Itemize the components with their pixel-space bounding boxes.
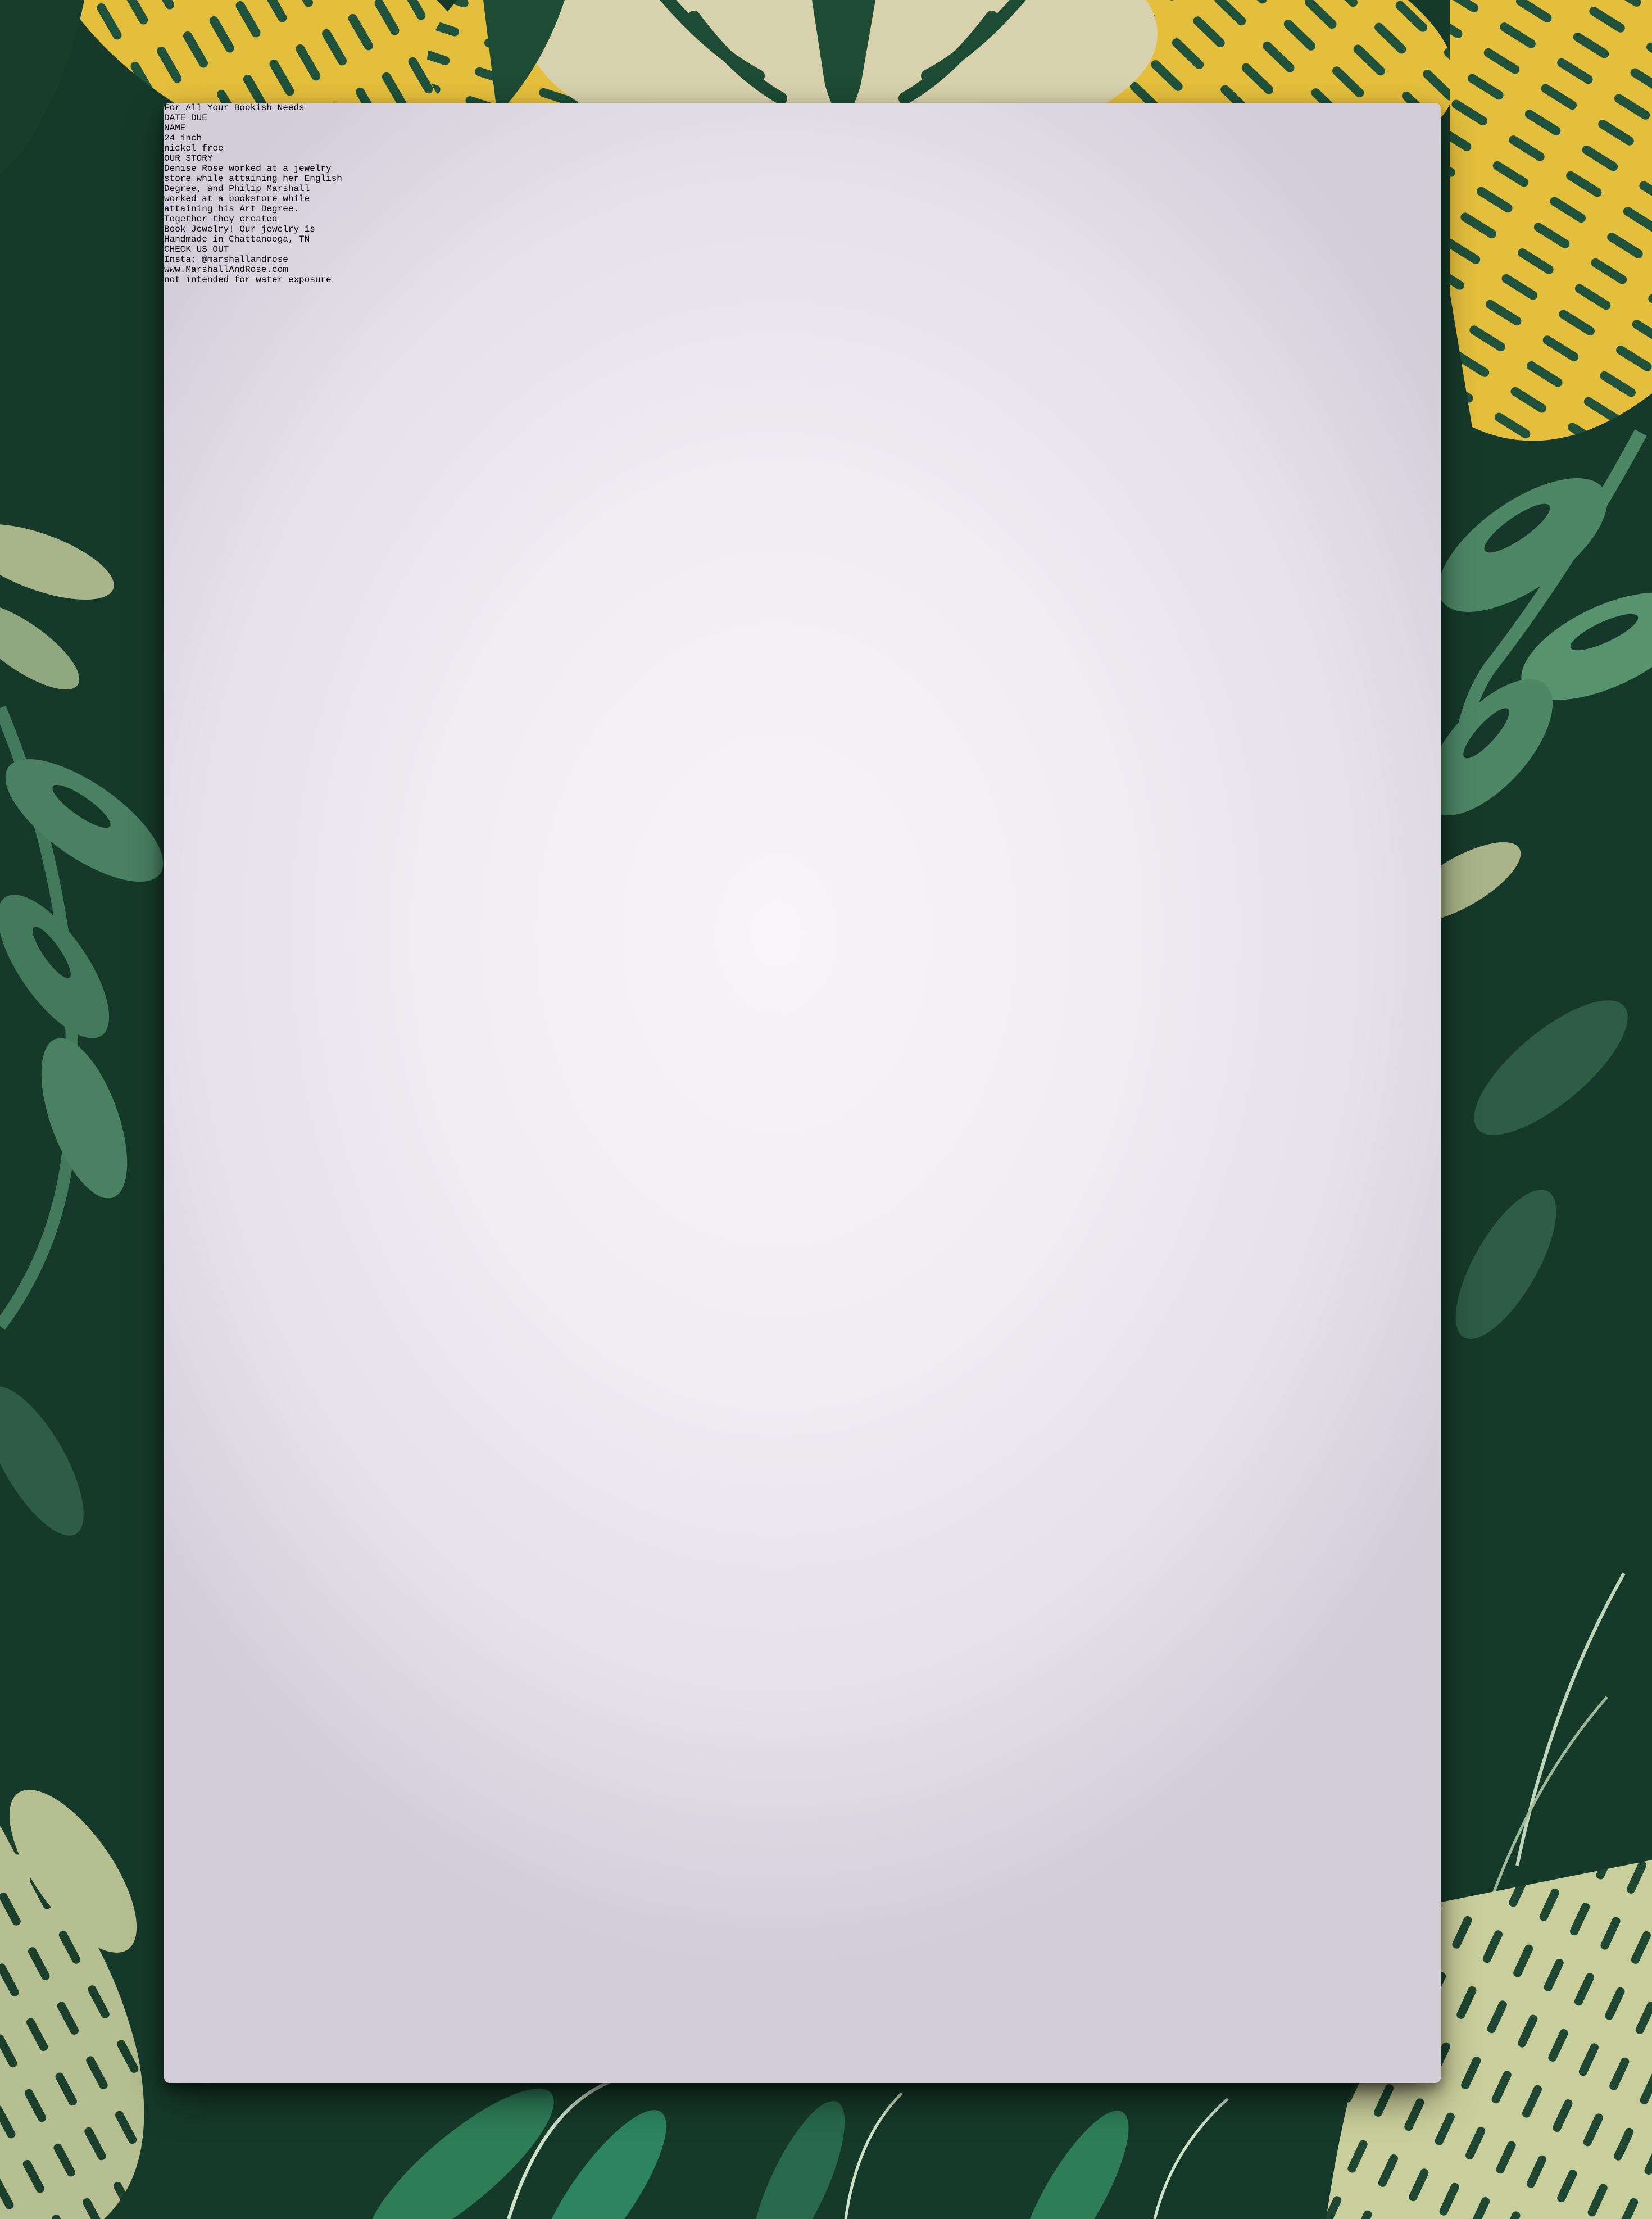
- card-row-story-7: Book Jewelry! Our jewelry is: [164, 224, 315, 234]
- header-name: NAME: [164, 123, 186, 133]
- rule-line: [185, 632, 1416, 637]
- rule-line: [185, 1236, 1416, 1241]
- card-row-our-story: OUR STORY: [164, 153, 213, 164]
- card-row-story-8: Handmade in Chattanooga, TN: [164, 234, 310, 244]
- card-row-story-4: worked at a bookstore while: [164, 194, 310, 204]
- rule-line: [185, 521, 1416, 526]
- rule-line: [185, 1110, 1416, 1115]
- header-date-due: DATE DUE: [164, 113, 207, 123]
- card-row-website: www.MarshallAndRose.com: [164, 265, 288, 275]
- card-row-disclaimer: not intended for water exposure: [164, 275, 332, 285]
- card-row-story-2: store while attaining her English: [164, 174, 342, 184]
- card-row-instagram: Insta: @marshallandrose: [164, 255, 288, 265]
- rule-line: [185, 1476, 1416, 1481]
- card-row-story-1: Denise Rose worked at a jewelry: [164, 164, 332, 174]
- card-title: For All Your Bookish Needs: [164, 103, 305, 113]
- card-row-check-us-out: CHECK US OUT: [164, 244, 229, 255]
- rule-line: [185, 407, 1416, 412]
- card-row-nickel-free: nickel free: [164, 143, 224, 153]
- rule-line: [185, 289, 1416, 294]
- card-row-story-6: Together they created: [164, 214, 278, 224]
- rule-line: [185, 1952, 1416, 1957]
- rule-line: [185, 1595, 1416, 1600]
- rule-line: [185, 221, 1416, 226]
- library-card: [164, 103, 1441, 2083]
- rule-line: [185, 1714, 1416, 1719]
- card-row-story-5: attaining his Art Degree.: [164, 204, 299, 214]
- rule-line: [185, 746, 1416, 751]
- rule-line: [185, 1831, 1416, 1836]
- card-row-story-3: Degree, and Philip Marshall: [164, 184, 310, 194]
- rule-line: [185, 850, 1416, 855]
- rule-line: [185, 996, 1416, 1001]
- card-row-length: 24 inch: [164, 133, 202, 143]
- rule-line: [185, 1359, 1416, 1364]
